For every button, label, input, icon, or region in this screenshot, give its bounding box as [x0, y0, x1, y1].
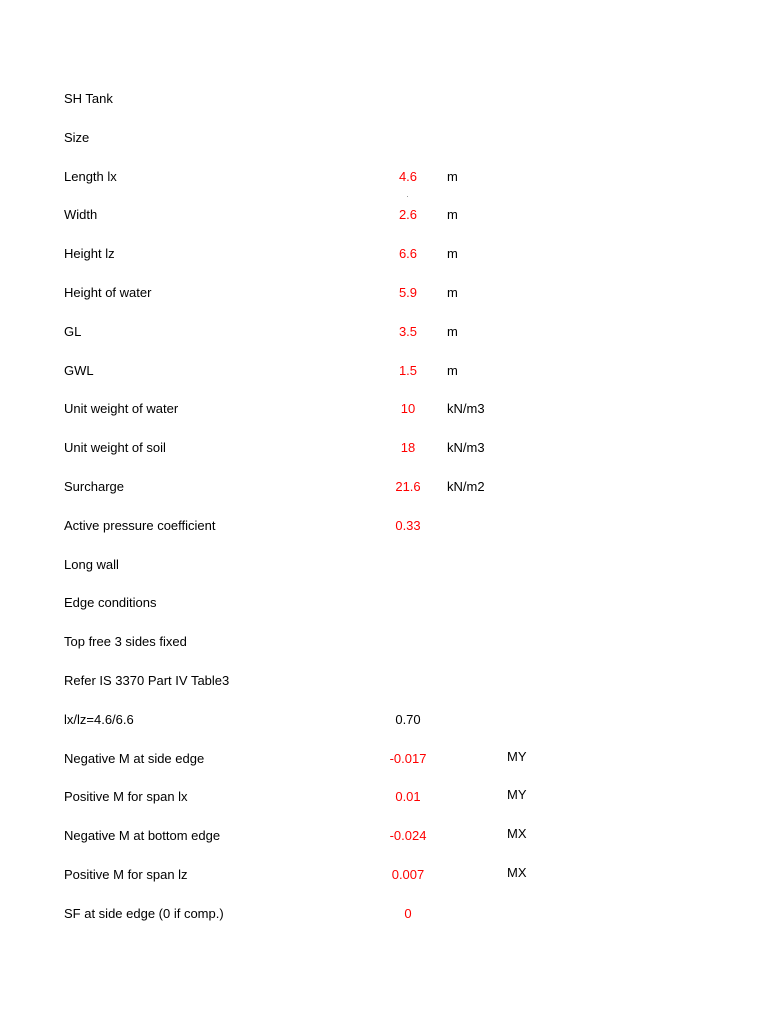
calculation-sheet	[0, 80, 768, 934]
row-unit: kN/m3	[447, 440, 485, 456]
row-value: 0	[404, 905, 412, 921]
row-label: Unit weight of soil	[64, 440, 166, 456]
sheet-row	[0, 856, 768, 895]
sheet-row	[0, 119, 768, 158]
row-label: Active pressure coefficient	[64, 517, 216, 533]
sheet-row	[0, 584, 768, 623]
row-unit: m	[447, 246, 458, 262]
row-label: Refer IS 3370 Part IV Table3	[64, 672, 230, 688]
row-label: Top free 3 sides fixed	[64, 634, 187, 650]
row-label: Surcharge	[64, 478, 124, 494]
sheet-row	[0, 740, 768, 779]
sheet-row	[0, 817, 768, 856]
row-value: -0.017	[389, 750, 427, 766]
sheet-row	[0, 390, 768, 429]
row-moment-tag: MY	[507, 748, 527, 764]
row-value: 21.6	[395, 478, 421, 494]
sheet-row	[0, 235, 768, 274]
row-label: Edge conditions	[64, 595, 157, 611]
row-value: 3.5	[398, 323, 418, 339]
row-moment-tag: MX	[507, 864, 527, 880]
row-unit: m	[447, 284, 458, 300]
row-unit: m	[447, 323, 458, 339]
stray-dot-mark	[407, 196, 408, 197]
row-label: Positive M for span lx	[64, 789, 188, 805]
sheet-row	[0, 895, 768, 934]
sheet-row	[0, 80, 768, 119]
row-unit: kN/m2	[447, 478, 485, 494]
sheet-row	[0, 623, 768, 662]
row-value: 0.70	[395, 711, 421, 727]
sheet-row	[0, 313, 768, 352]
row-label: lx/lz=4.6/6.6	[64, 711, 134, 727]
sheet-row	[0, 701, 768, 740]
sheet-row	[0, 662, 768, 701]
sheet-row	[0, 546, 768, 585]
row-label: Positive M for span lz	[64, 866, 188, 882]
row-label: Length lx	[64, 168, 117, 184]
row-label: Height lz	[64, 246, 115, 262]
sheet-row	[0, 158, 768, 197]
row-value: 2.6	[398, 207, 418, 223]
sheet-row	[0, 468, 768, 507]
row-value: 6.6	[398, 246, 418, 262]
row-label: GWL	[64, 362, 94, 378]
row-label: SF at side edge (0 if comp.)	[64, 905, 224, 921]
sheet-row	[0, 429, 768, 468]
sheet-row	[0, 274, 768, 313]
sheet-row	[0, 352, 768, 391]
sheet-row	[0, 507, 768, 546]
row-value: 10	[400, 401, 416, 417]
sheet-row	[0, 778, 768, 817]
row-value: 0.33	[395, 517, 421, 533]
row-label: Size	[64, 129, 90, 145]
sheet-row	[0, 196, 768, 235]
row-value: 0.007	[391, 866, 425, 882]
row-moment-tag: MY	[507, 787, 527, 803]
row-value: 18	[400, 440, 416, 456]
row-value: 1.5	[398, 362, 418, 378]
row-label: Negative M at bottom edge	[64, 828, 221, 844]
row-label: SH Tank	[64, 91, 113, 106]
row-value: -0.024	[389, 828, 427, 844]
row-unit: kN/m3	[447, 401, 485, 417]
row-moment-tag: MX	[507, 826, 527, 842]
row-unit: m	[447, 362, 458, 378]
row-unit: m	[447, 168, 458, 184]
row-label: GL	[64, 323, 82, 339]
row-label: Width	[64, 207, 98, 223]
row-unit: m	[447, 207, 458, 223]
row-label: Unit weight of water	[64, 401, 179, 417]
row-label: Long wall	[64, 556, 119, 572]
row-value: 0.01	[395, 789, 421, 805]
row-value: 5.9	[398, 284, 418, 300]
row-label: Negative M at side edge	[64, 750, 205, 766]
row-value: 4.6	[398, 168, 418, 184]
row-label: Height of water	[64, 284, 152, 300]
